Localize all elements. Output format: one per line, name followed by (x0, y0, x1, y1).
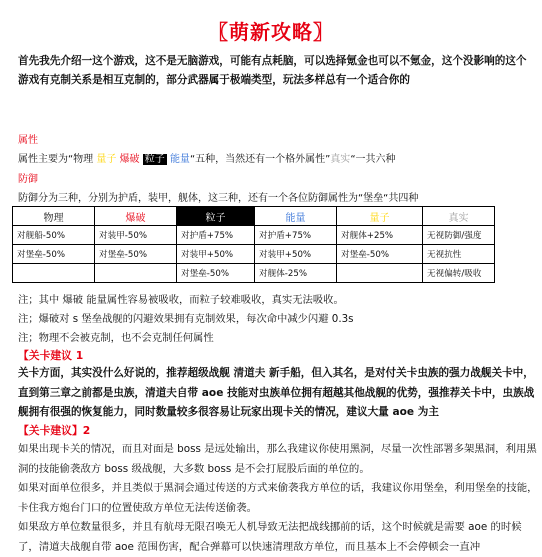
col-real: 真实 (423, 207, 495, 226)
table-cell: 无视防御/强度 (423, 226, 495, 245)
table-cell: 对堡垒-50% (177, 264, 255, 283)
table-cell: 对装甲+50% (177, 245, 255, 264)
col-physical: 物理 (13, 207, 95, 226)
table-cell: 无视抗性 (423, 245, 495, 264)
table-row (13, 264, 495, 283)
note-absorb: 注；其中 爆破 能量属性容易被吸收，而粒子较难吸收，真实无法吸收。 (18, 294, 344, 306)
attribute-line (18, 150, 396, 165)
note-physical: 注；物理不会被克制，也不会克制任何属性 (18, 332, 214, 344)
defense-heading: 防御 (18, 174, 38, 185)
table-cell: 对舰体-25% (255, 264, 337, 283)
advice-2-paragraph-1: 如果出现卡关的情况，而且对面是 boss 是远处输出，那么我建议你使用黑洞，尽量一次性部署多架黑洞，利用黑洞的技能偷袭敌方 boss 级战舰，大多数 boss 是不会打屁股后面的单位的。 (18, 443, 537, 475)
attribute-prefix: 属性主要为“物理 (18, 154, 94, 165)
attribute-suffix: “一共六种 (350, 154, 396, 165)
table-cell: 对护盾+75% (255, 226, 337, 245)
attribute-real: 真实 (330, 154, 351, 165)
table-cell (337, 264, 423, 283)
table-cell (13, 264, 95, 283)
table-cell: 对装甲-50% (95, 226, 177, 245)
intro-paragraph: 首先我先介绍一这个游戏，这不是无脑游戏，可能有点耗脑，可以选择氪金也可以不氪金，这个没影响的这个游戏有克制关系是相互克制的，部分武器属于极端类型，玩法多样总有一个适合你的 (18, 55, 527, 86)
advice-2-heading: 【关卡建议】2 (18, 424, 91, 437)
table-cell: 无视偏转/吸收 (423, 264, 495, 283)
advice-2-paragraph-3: 如果敌方单位数量很多，并且有航母无限召唤无人机导致无法把战线挪前的话，这个时候就是需要 aoe 的时候了，清道夫战舰自带 aoe 范围伤害，配合弹幕可以快速清理敌方单位，而且基本上不会停顿会一直冲 (18, 521, 522, 553)
attribute-mid: “五种，当然还有一个格外属性” (189, 154, 331, 165)
table-cell (95, 264, 177, 283)
table-row (13, 245, 495, 264)
table-cell: 对舰体+25% (337, 226, 423, 245)
table-cell: 对装甲+50% (255, 245, 337, 264)
table-cell: 对堡垒-50% (337, 245, 423, 264)
advice-1-paragraph: 关卡方面，其实没什么好说的，推荐超级战舰 清道夫 新手船，但入其名，是对付关卡虫族的强力战舰关卡中，直到第三章之前都是虫族，清道夫自带 aoe 技能对虫族单位拥有超越其他战舰的优势，强推荐关卡中，虫族战舰拥有很强的恢复能力，同时数量较多很容易让玩家出现卡关的情况，建议大量 aoe 为主 (18, 367, 535, 418)
attribute-particle: 粒子 (144, 154, 165, 165)
attribute-explode: 爆破 (119, 154, 140, 165)
page-title: 〖萌新攻略〗 (208, 20, 334, 44)
advice-2-paragraph-2: 如果对面单位很多，并且类似于黑洞会通过传送的方式来偷袭我方单位的话，我建议你用堡垒，利用堡垒的技能，卡住我方炮台门口的位置使敌方单位无法传送偷袭。 (18, 482, 538, 514)
advice-1-heading: 【关卡建议 1 (18, 349, 84, 362)
note-dodge: 注；爆破对 s 堡垒战舰的闪避效果拥有克制效果，每次命中减少闪避 0.3s (18, 313, 354, 325)
attribute-quantum: 量子 (96, 154, 117, 165)
table-cell: 对堡垒-50% (95, 245, 177, 264)
defense-line: 防御分为三种，分别为护盾，装甲，舰体，这三种，还有一个各位防御属性为“堡垒“共四种 (18, 193, 419, 204)
col-energy: 能量 (255, 207, 337, 226)
table-row (13, 226, 495, 245)
attribute-heading: 属性 (18, 135, 38, 146)
attribute-table (12, 206, 495, 283)
col-quantum: 量子 (337, 207, 423, 226)
col-particle: 粒子 (177, 207, 255, 226)
col-explode: 爆破 (95, 207, 177, 226)
table-header-row (13, 207, 495, 226)
table-cell: 对堡垒-50% (13, 245, 95, 264)
attribute-energy: 能量 (169, 154, 190, 165)
table-cell: 对护盾+75% (177, 226, 255, 245)
table-cell: 对舰船-50% (13, 226, 95, 245)
